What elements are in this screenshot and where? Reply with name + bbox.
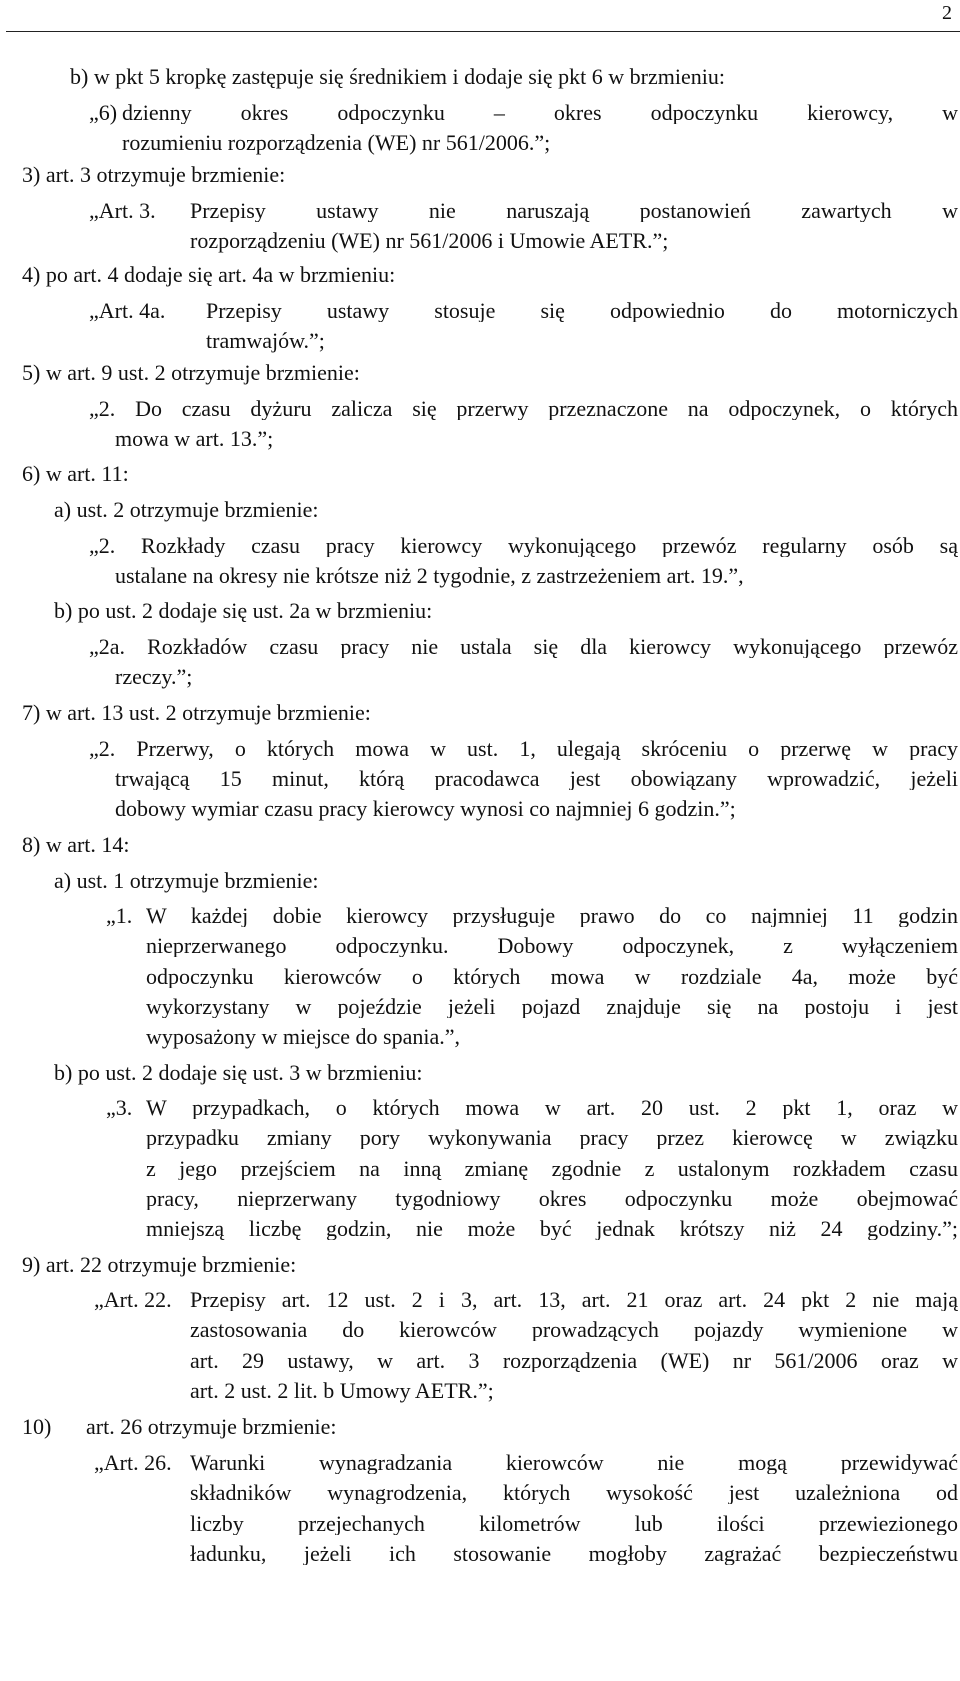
art-14-ust-1-text: W każdej dobie kierowcy przysługuje prawo do co najmniej 11 godzin (146, 905, 958, 927)
art-11-ust-2-text-cont: ustalane na okresy nie krótsze niż 2 tygodnie, z zastrzeżeniem art. 19.”, (115, 563, 744, 588)
art-22-text-cont1: zastosowania do kierowców prowadzących pojazdy wymienione w (190, 1319, 958, 1341)
art-14-ust-1-text-cont4: wyposażony w miejsce do spania.”, (146, 1024, 461, 1049)
item-10-intro: art. 26 otrzymuje brzmienie: (86, 1414, 337, 1439)
item-8-intro: 8) w art. 14: (22, 832, 130, 857)
art-4a-text: Przepisy ustawy stosuje się odpowiednio do motorniczych (206, 300, 958, 322)
art-11-ust-2a-text-cont: rzeczy.”; (115, 664, 193, 689)
item-4-intro: 4) po art. 4 dodaje się art. 4a w brzmieniu: (22, 262, 396, 287)
art-13-ust-2-text-cont2: dobowy wymiar czasu pracy kierowcy wynosi co najmniej 6 godzin.”; (115, 796, 736, 821)
item-3-intro: 3) art. 3 otrzymuje brzmienie: (22, 162, 286, 187)
header-rule (6, 31, 960, 32)
item-6a-intro: a) ust. 2 otrzymuje brzmienie: (54, 497, 319, 522)
art-14-ust-3-text-cont1: przypadku zmiany pory wykonywania pracy przez kierowcę w związku (146, 1127, 958, 1149)
art-22-label: „Art. 22. (94, 1287, 172, 1312)
art-22-text-cont3: art. 2 ust. 2 lit. b Umowy AETR.”; (190, 1378, 494, 1403)
art-4a-label: „Art. 4a. (89, 298, 166, 323)
amendment-b-intro: b) w pkt 5 kropkę zastępuje się średnikiem i dodaje się pkt 6 w brzmieniu: (70, 64, 725, 89)
art-14-ust-3-text-cont4: mniejszą liczbę godzin, nie może być jednak krótszy niż 24 godziny.”; (146, 1218, 958, 1240)
art-13-ust-2-text-cont1: trwającą 15 minut, którą pracodawca jest obowiązany wprowadzić, jeżeli (115, 768, 958, 790)
art-11-ust-2a-text: „2a. Rozkładów czasu pracy nie ustala się dla kierowcy wykonującego przewóz (89, 636, 958, 658)
item-6-intro: 6) w art. 11: (22, 461, 129, 486)
ust-2-art-9-text: „2. Do czasu dyżuru zalicza się przerwy przeznaczone na odpoczynek, o których (89, 398, 958, 420)
item-6b-intro: b) po ust. 2 dodaje się ust. 2a w brzmieniu: (54, 598, 433, 623)
art-14-ust-1-text-cont1: nieprzerwanego odpoczynku. Dobowy odpoczynek, z wyłączeniem (146, 935, 958, 957)
point-6-text-cont: rozumieniu rozporządzenia (WE) nr 561/2006.”; (122, 130, 551, 155)
art-26-text-cont3: ładunku, jeżeli ich stosowanie mogłoby zagrażać bezpieczeństwu (190, 1543, 958, 1565)
art-4a-text-cont: tramwajów.”; (206, 328, 325, 353)
art-14-ust-3-text: W przypadkach, o których mowa w art. 20 ust. 2 pkt 1, oraz w (146, 1097, 958, 1119)
item-8a-intro: a) ust. 1 otrzymuje brzmienie: (54, 868, 319, 893)
item-7-intro: 7) w art. 13 ust. 2 otrzymuje brzmienie: (22, 700, 371, 725)
item-9-intro: 9) art. 22 otrzymuje brzmienie: (22, 1252, 297, 1277)
page-number: 2 (942, 2, 952, 24)
item-8b-intro: b) po ust. 2 dodaje się ust. 3 w brzmieniu: (54, 1060, 423, 1085)
item-5-intro: 5) w art. 9 ust. 2 otrzymuje brzmienie: (22, 360, 360, 385)
art-13-ust-2-text: „2. Przerwy, o których mowa w ust. 1, ulegają skróceniu o przerwę w pracy (89, 738, 958, 760)
ust-2-art-9-text-cont: mowa w art. 13.”; (115, 426, 274, 451)
art-14-ust-3-text-cont3: pracy, nieprzerwany tygodniowy okres odpoczynku może obejmować (146, 1188, 958, 1210)
art-14-ust-1-label: „1. (106, 903, 133, 928)
art-14-ust-1-text-cont2: odpoczynku kierowców o których mowa w rozdziale 4a, może być (146, 966, 958, 988)
art-3-label: „Art. 3. (89, 198, 156, 223)
art-22-text-cont2: art. 29 ustawy, w art. 3 rozporządzenia (WE) nr 561/2006 oraz w (190, 1350, 958, 1372)
art-14-ust-3-text-cont2: z jego przejściem na inną zmianę zgodnie z ustalonym rozkładem czasu (146, 1158, 958, 1180)
art-3-text: Przepisy ustawy nie naruszają postanowień zawartych w (190, 200, 958, 222)
point-6-label: „6) (89, 100, 118, 125)
art-14-ust-1-text-cont3: wykorzystany w pojeździe jeżeli pojazd znajduje się na postoju i jest (146, 996, 958, 1018)
art-14-ust-3-label: „3. (106, 1095, 133, 1120)
art-22-text: Przepisy art. 12 ust. 2 i 3, art. 13, art. 21 oraz art. 24 pkt 2 nie mają (190, 1289, 958, 1311)
art-3-text-cont: rozporządzeniu (WE) nr 561/2006 i Umowie AETR.”; (190, 228, 669, 253)
art-26-label: „Art. 26. (94, 1450, 172, 1475)
item-10-label: 10) (22, 1414, 52, 1439)
art-11-ust-2-text: „2. Rozkłady czasu pracy kierowcy wykonującego przewóz regularny osób są (89, 535, 958, 557)
point-6-text: dzienny okres odpoczynku – okres odpoczynku kierowcy, w (122, 102, 958, 124)
art-26-text-cont2: liczby przejechanych kilometrów lub ilości przewiezionego (190, 1513, 958, 1535)
art-26-text: Warunki wynagradzania kierowców nie mogą przewidywać (190, 1452, 958, 1474)
art-26-text-cont1: składników wynagrodzenia, których wysokość jest uzależniona od (190, 1482, 958, 1504)
